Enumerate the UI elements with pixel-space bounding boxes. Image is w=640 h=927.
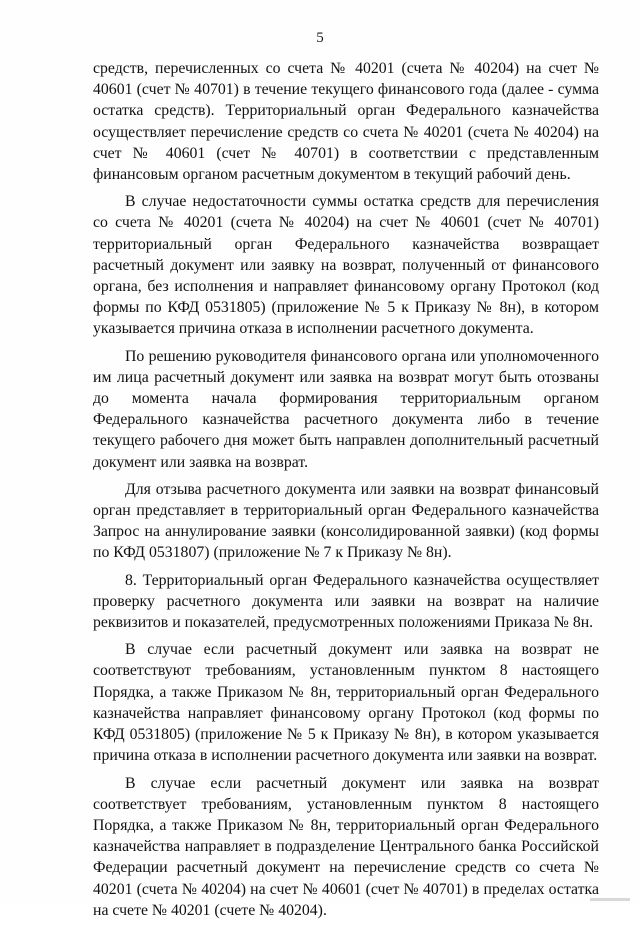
scan-artifact bbox=[590, 898, 630, 901]
paragraph-compliance: В случае если расчетный документ или заявка на возврат соответствует требованиям, установленным пунктом 8 настоящего Порядка, а также Приказом № 8н, территориальный орган Федерального казначейства направляет в подразделение Центрального банка Российской Федерации расчетный документ на перечисление средств со счета № 40201 (счета № 40204) на счет № 40601 (счет № 40701) в пределах остатка на счете № 40201 (счете № 40204). bbox=[93, 774, 599, 919]
document-body bbox=[93, 58, 599, 927]
paragraph-insufficient-funds: В случае недостаточности суммы остатка средств для перечисления со счета № 40201 (счета № 40204) на счет № 40601 (счет № 40701) территориальный орган Федерального казначейства возвращает расчетный документ или заявку на возврат, полученный от финансового органа, без исполнения и направляет финансовому органу Протокол (код формы по КФД 0531805) (приложение № 5 к Приказу № 8н), в котором указывается причина отказа в исполнении расчетного документа. bbox=[93, 193, 599, 338]
paragraph-item-8: 8. Территориальный орган Федерального казначейства осуществляет проверку расчетного документа или заявки на возврат на наличие реквизитов и показателей, предусмотренных положениями Приказа № 8н. bbox=[93, 571, 599, 632]
paragraph-recall-decision: По решению руководителя финансового органа или уполномоченного им лица расчетный документ или заявка на возврат могут быть отозваны до момента начала формирования территориальным органом Федерального казначейства расчетного документа либо в течение текущего рабочего дня может быть направлен дополнительный расчетный документ или заявка на возврат. bbox=[93, 347, 599, 471]
page-number: 5 bbox=[316, 30, 324, 46]
paragraph-noncompliance: В случае если расчетный документ или заявка на возврат не соответствуют требованиям, установленным пунктом 8 настоящего Порядка, а также Приказом № 8н, территориальный орган Федерального казначейства направляет финансовому органу Протокол (код формы по КФД 0531805) (приложение № 5 к Приказу № 8н), в котором указывается причина отказа в исполнении расчетного документа или заявки на возврат. bbox=[93, 641, 599, 765]
paragraph-continuation: средств, перечисленных со счета № 40201 (счета № 40204) на счет № 40601 (счет № 40701) в течение текущего финансового года (далее - сумма остатка средств). Территориальный орган Федерального казначейства осуществляет перечисление средств со счета № 40201 (счета № 40204) на счет № 40601 (счет № 40701) в соответствии с представленным финансовым органом расчетным документом в текущий рабочий день. bbox=[93, 60, 599, 184]
paragraph-recall-request: Для отзыва расчетного документа или заявки на возврат финансовый орган представляет в территориальный орган Федерального казначейства Запрос на аннулирование заявки (консолидированной заявки) (код формы по КФД 0531807) (приложение № 7 к Приказу № 8н). bbox=[93, 480, 599, 562]
